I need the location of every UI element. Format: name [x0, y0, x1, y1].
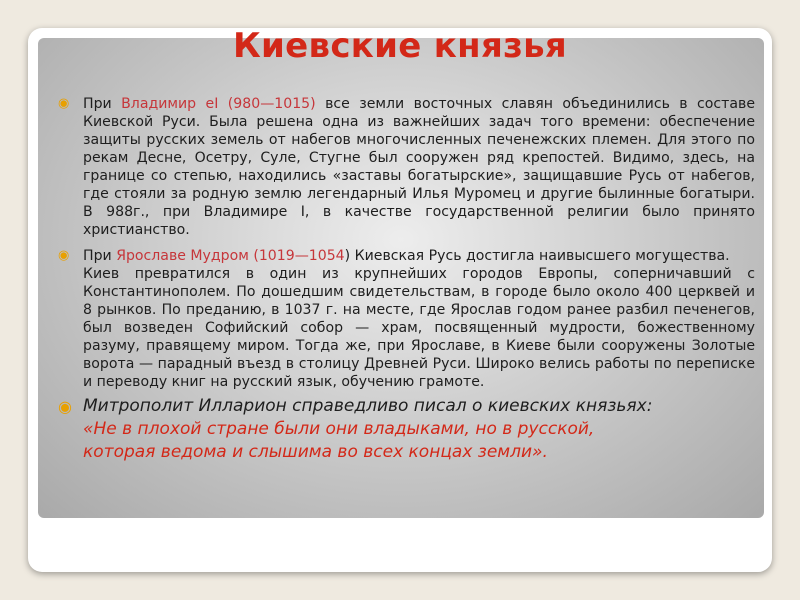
quote-line-2: которая ведома и слышима во всех концах земли». — [83, 442, 548, 462]
ruler-name-highlight: Ярославе Мудром (1019—1054 — [116, 248, 345, 264]
paragraph-body: все земли восточных славян объединились в составе Киевской Руси. Была решена одна из важнейших задач того времени: обеспечение защиты русских земель от набегов многочисленных печенежских племен. Для этого по рекам Десне, Осетру, Суле, Стугне был сооружен ряд крепостей. Видимо, здесь, на границе со степью, находились «заставы богатырские», защищавшие Русь от набегов, где стояли за родную землю легендарный Илья Муромец и другие былинные богатыри. В 988г., при Владимире I, в качестве государственной религии было принято христианство. — [83, 96, 755, 238]
slide-body — [58, 95, 755, 464]
paragraph-kiev: Киев превратился в один из крупнейших городов Европы, соперничавший с Константинополем. По дошедшим свидетельствам, в городе было около 400 церквей и 8 рынков. По преданию, в 1037 г. на месте, где Ярослав годом ранее разбил печенегов, был возведен Софийский собор — храм, посвященный мудрости, божественному разуму, правящему миром. Тогда же, при Ярославе, в Киеве были сооружены Золотые ворота — парадный въезд в столицу Древней Руси. Широко велись работы по переписке и переводу книг на русский язык, обучению грамоте. — [83, 266, 755, 390]
quote-line-1: «Не в плохой стране были они владыками, но в русской, — [83, 419, 595, 439]
bullet-icon: ◉ — [58, 397, 72, 416]
list-item-quote — [58, 395, 755, 464]
quote-intro: Митрополит Илларион справедливо писал о киевских князьях: — [83, 396, 653, 416]
paragraph-prefix: При — [83, 248, 117, 264]
list-item-vladimir — [58, 95, 755, 239]
paragraph-vladimir — [83, 95, 755, 239]
slide-title: Киевские князья — [232, 26, 568, 66]
list-item-yaroslav — [58, 247, 755, 391]
paragraph-body: ) Киевская Русь достигла наивысшего могущества. — [344, 248, 730, 264]
ruler-name-highlight: Владимир еI (980—1015) — [121, 96, 316, 112]
paragraph-yaroslav — [83, 247, 755, 265]
paragraph-prefix: При — [83, 96, 122, 112]
bullet-icon: ◉ — [58, 96, 70, 111]
bullet-icon: ◉ — [58, 248, 70, 263]
